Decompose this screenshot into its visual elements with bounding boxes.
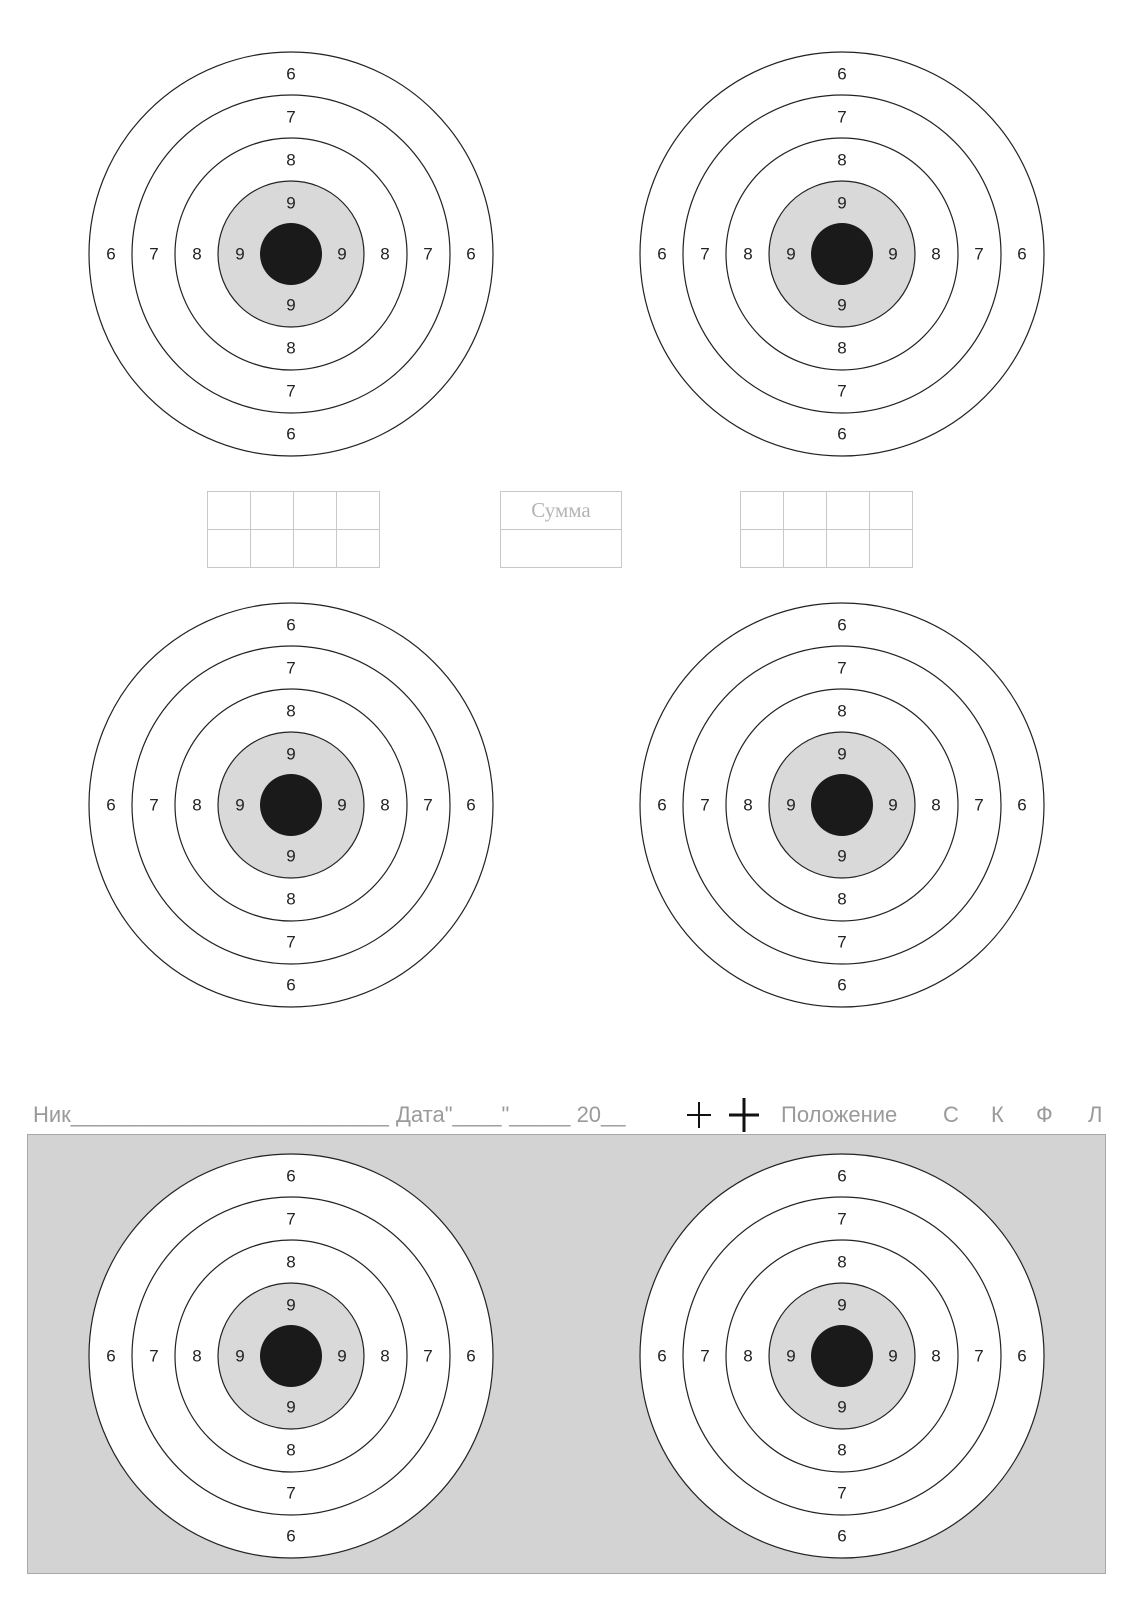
- ring-label-8: 8: [286, 1440, 296, 1460]
- ring-label-9: 9: [286, 295, 296, 315]
- crosshair-small-icon: [685, 1099, 713, 1131]
- ring-label-8: 8: [286, 150, 296, 170]
- position-option-f[interactable]: Ф: [1036, 1102, 1053, 1127]
- ring-label-9: 9: [786, 795, 796, 815]
- ring-label-8: 8: [192, 244, 202, 264]
- ring-label-6: 6: [466, 244, 476, 264]
- ring-label-7: 7: [286, 1483, 296, 1503]
- ring-label-9: 9: [286, 744, 296, 764]
- ring-label-9: 9: [786, 244, 796, 264]
- ring-label-6: 6: [657, 1346, 667, 1366]
- score-cell[interactable]: [784, 530, 827, 568]
- ring-label-7: 7: [837, 658, 847, 678]
- target-top-left: [88, 51, 494, 457]
- ring-label-9: 9: [337, 244, 347, 264]
- ring-label-7: 7: [837, 1209, 847, 1229]
- ring-label-7: 7: [423, 244, 433, 264]
- ring-label-9: 9: [837, 1295, 847, 1315]
- ring-label-7: 7: [974, 1346, 984, 1366]
- score-cell[interactable]: [741, 530, 784, 568]
- score-cell[interactable]: [741, 492, 784, 530]
- ring-label-6: 6: [286, 424, 296, 444]
- ring-label-7: 7: [837, 932, 847, 952]
- ring-label-8: 8: [192, 795, 202, 815]
- ring-label-9: 9: [837, 1397, 847, 1417]
- ring-label-6: 6: [657, 244, 667, 264]
- target-bottom-left: [88, 1153, 494, 1559]
- ring-label-7: 7: [286, 932, 296, 952]
- target-face: [88, 1153, 494, 1559]
- ring-label-8: 8: [837, 1440, 847, 1460]
- ring-label-7: 7: [286, 107, 296, 127]
- ring-label-6: 6: [286, 1526, 296, 1546]
- ring-label-6: 6: [466, 1346, 476, 1366]
- ring-label-8: 8: [286, 1252, 296, 1272]
- ring-label-6: 6: [106, 1346, 116, 1366]
- ring-label-6: 6: [286, 64, 296, 84]
- ring-label-9: 9: [235, 244, 245, 264]
- bullseye: [811, 1325, 873, 1387]
- ring-label-7: 7: [974, 244, 984, 264]
- ring-label-6: 6: [837, 1526, 847, 1546]
- ring-label-9: 9: [235, 1346, 245, 1366]
- ring-label-9: 9: [235, 795, 245, 815]
- score-cell[interactable]: [294, 530, 337, 568]
- position-option-s[interactable]: С: [943, 1102, 959, 1127]
- ring-label-6: 6: [1017, 795, 1027, 815]
- sum-label: Сумма: [501, 492, 621, 530]
- ring-label-8: 8: [743, 1346, 753, 1366]
- nick-field[interactable]: Ник__________________________: [33, 1102, 389, 1127]
- bullseye: [811, 223, 873, 285]
- ring-label-7: 7: [149, 1346, 159, 1366]
- bullseye: [260, 223, 322, 285]
- ring-label-9: 9: [337, 1346, 347, 1366]
- score-grid-left[interactable]: [207, 491, 380, 568]
- bullseye: [811, 774, 873, 836]
- target-face: [88, 51, 494, 457]
- score-cell[interactable]: [251, 492, 294, 530]
- position-option-k[interactable]: К: [991, 1102, 1004, 1127]
- target-face: [639, 602, 1045, 1008]
- bullseye: [260, 774, 322, 836]
- ring-label-7: 7: [286, 1209, 296, 1229]
- ring-label-9: 9: [337, 795, 347, 815]
- score-cell[interactable]: [337, 530, 380, 568]
- score-cell[interactable]: [208, 530, 251, 568]
- ring-label-7: 7: [423, 795, 433, 815]
- sum-box[interactable]: [500, 491, 622, 568]
- ring-label-7: 7: [837, 1483, 847, 1503]
- ring-label-6: 6: [837, 1166, 847, 1186]
- ring-label-7: 7: [837, 381, 847, 401]
- target-middle-left: [88, 602, 494, 1008]
- score-cell[interactable]: [337, 492, 380, 530]
- ring-label-7: 7: [700, 795, 710, 815]
- ring-label-9: 9: [888, 795, 898, 815]
- ring-label-7: 7: [149, 795, 159, 815]
- score-cell[interactable]: [208, 492, 251, 530]
- ring-label-9: 9: [837, 193, 847, 213]
- ring-label-6: 6: [286, 1166, 296, 1186]
- ring-label-8: 8: [837, 1252, 847, 1272]
- ring-label-7: 7: [974, 795, 984, 815]
- ring-label-9: 9: [286, 193, 296, 213]
- ring-label-7: 7: [149, 244, 159, 264]
- score-cell[interactable]: [294, 492, 337, 530]
- ring-label-8: 8: [380, 795, 390, 815]
- ring-label-6: 6: [837, 424, 847, 444]
- ring-label-7: 7: [286, 658, 296, 678]
- position-option-l[interactable]: Л: [1088, 1102, 1103, 1127]
- ring-label-8: 8: [380, 1346, 390, 1366]
- bullseye: [260, 1325, 322, 1387]
- ring-label-6: 6: [837, 615, 847, 635]
- ring-label-9: 9: [888, 1346, 898, 1366]
- ring-label-9: 9: [837, 744, 847, 764]
- ring-label-8: 8: [743, 795, 753, 815]
- score-cell[interactable]: [784, 492, 827, 530]
- ring-label-6: 6: [1017, 244, 1027, 264]
- score-cell[interactable]: [870, 492, 913, 530]
- ring-label-8: 8: [286, 889, 296, 909]
- ring-label-9: 9: [837, 846, 847, 866]
- ring-label-6: 6: [106, 244, 116, 264]
- crosshair-large-icon: [727, 1096, 761, 1134]
- target-face: [88, 602, 494, 1008]
- ring-label-9: 9: [786, 1346, 796, 1366]
- position-label: Положение: [781, 1102, 898, 1127]
- target-bottom-right: [639, 1153, 1045, 1559]
- score-cell[interactable]: [827, 492, 870, 530]
- ring-label-6: 6: [657, 795, 667, 815]
- ring-label-6: 6: [286, 975, 296, 995]
- ring-label-6: 6: [837, 64, 847, 84]
- ring-label-7: 7: [423, 1346, 433, 1366]
- target-top-right: [639, 51, 1045, 457]
- ring-label-9: 9: [286, 846, 296, 866]
- ring-label-8: 8: [931, 244, 941, 264]
- ring-label-8: 8: [743, 244, 753, 264]
- ring-label-9: 9: [286, 1397, 296, 1417]
- ring-label-8: 8: [837, 701, 847, 721]
- score-grid-right[interactable]: [740, 491, 913, 568]
- ring-label-8: 8: [837, 889, 847, 909]
- ring-label-7: 7: [700, 1346, 710, 1366]
- target-middle-right: [639, 602, 1045, 1008]
- ring-label-6: 6: [286, 615, 296, 635]
- ring-label-8: 8: [286, 701, 296, 721]
- score-cell[interactable]: [870, 530, 913, 568]
- ring-label-6: 6: [837, 975, 847, 995]
- ring-label-8: 8: [931, 1346, 941, 1366]
- info-header: [0, 1098, 1130, 1134]
- ring-label-6: 6: [466, 795, 476, 815]
- ring-label-7: 7: [700, 244, 710, 264]
- target-face: [639, 1153, 1045, 1559]
- ring-label-9: 9: [888, 244, 898, 264]
- ring-label-9: 9: [837, 295, 847, 315]
- ring-label-8: 8: [931, 795, 941, 815]
- ring-label-6: 6: [106, 795, 116, 815]
- ring-label-8: 8: [837, 338, 847, 358]
- date-field[interactable]: Дата"____"_____ 20__: [396, 1102, 626, 1127]
- ring-label-6: 6: [1017, 1346, 1027, 1366]
- ring-label-7: 7: [837, 107, 847, 127]
- ring-label-8: 8: [286, 338, 296, 358]
- ring-label-8: 8: [380, 244, 390, 264]
- score-cell[interactable]: [827, 530, 870, 568]
- ring-label-7: 7: [286, 381, 296, 401]
- target-face: [639, 51, 1045, 457]
- ring-label-8: 8: [837, 150, 847, 170]
- score-cell[interactable]: [251, 530, 294, 568]
- ring-label-8: 8: [192, 1346, 202, 1366]
- ring-label-9: 9: [286, 1295, 296, 1315]
